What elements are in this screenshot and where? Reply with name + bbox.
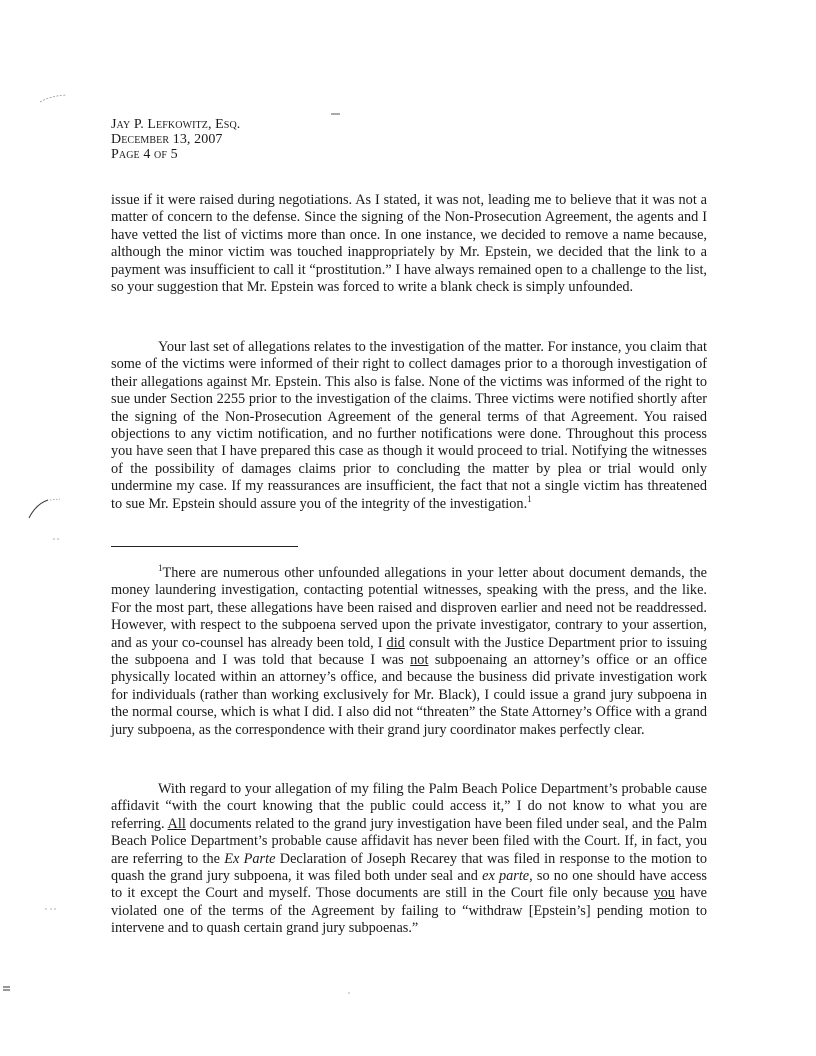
scan-mark-top-left (38, 92, 68, 104)
italic-ex-parte-2: ex parte (482, 868, 530, 885)
scan-dots-left (52, 536, 62, 542)
footnote-text-3: subpoenaing an attorney’s office or an office physically located within an attorney’s office, and because the business did private investigation work for individuals (rather than working exclusively for Mr. Black), I could issue a grand jury subpoena in the normal course, which is what I did. I also did not “threaten” the State Attorney’s Office with a grand jury subpoena, as the correspondence with their grand jury coordinator makes perfectly clear. (111, 652, 707, 738)
underlined-you: you (653, 885, 675, 902)
footnote-marker: 1 (158, 563, 163, 574)
underlined-all: All (167, 815, 186, 832)
footnote-text-1: There are numerous other unfounded allegations in your letter about document demands, the money laundering investigation, contacting potential witnesses, speaking with the press, and the like. For the most part, these allegations have been raised and disproven earlier and need not be readdressed. However, with respect to the subpoena served upon the private investigator, contrary to your assertion, and as your co-counsel has already been told, I (111, 565, 707, 651)
scan-mark-left-margin (26, 496, 66, 520)
scan-mark-bottom-left (2, 984, 12, 992)
paragraph-3-text-1: With regard to your allegation of my filing the Palm Beach Police Department’s probable cause affidavit “with the court knowing that the public could access it,” I do not know to what you are referring. (111, 781, 707, 832)
footnote-text-2: consult with the Justice Department prior to issuing the subpoena and I was told that because I was (111, 634, 707, 669)
letter-header (111, 117, 240, 162)
paragraph-2 (111, 339, 707, 513)
page-number-line: Page 4 of 5 (111, 147, 178, 162)
scan-dots-lower-left (44, 906, 58, 912)
footnote-1 (111, 565, 707, 739)
paragraph-3-text-2: documents related to the grand jury investigation have been filed under seal, and the Palm Beach Police Department’s probable cause affidavit has never been filed with the Court. If, in fact, you are referring to the (111, 815, 707, 867)
date-line: December 13, 2007 (111, 132, 223, 147)
italic-ex-parte-1: Ex Parte (224, 850, 276, 867)
scan-dots-bottom (346, 990, 356, 996)
paragraph-3 (111, 781, 707, 938)
paragraph-1: issue if it were raised during negotiations. As I stated, it was not, leading me to believe that it was not a matter of concern to the defense. Since the signing of the Non-Prosecution Agreement, the agents and I have vetted the list of victims more than once. In one instance, we decided to remove a name because, although the minor victim was touched inappropriately by Mr. Epstein, we decided that the link to a payment was insufficient to call it “prostitution.” I have always remained open to a challenge to the list, so your suggestion that Mr. Epstein was forced to write a blank check is simply unfounded. (111, 192, 707, 296)
paragraph-3-text-5: have violated one of the terms of the Agreement by failing to “withdraw [Epstein’s] pending motion to intervene and to quash certain grand jury subpoenas.” (111, 885, 708, 937)
paragraph-3-text-3: Declaration of Joseph Recarey that was filed in response to the motion to quash the grand jury subpoena, it was filed both under seal and (111, 850, 707, 885)
footnote-reference: 1 (527, 493, 532, 504)
paragraph-2-text: Your last set of allegations relates to the investigation of the matter. For instance, you claim that some of the victims were informed of their right to collect damages prior to a thorough investigation of their allegations against Mr. Epstein. This also is false. None of the victims was informed of the right to sue under Section 2255 prior to the investigation of the claims. Three victims were notified shortly after the signing of the Non-Prosecution Agreement of the general terms of that Agreement. You raised objections to any victim notification, and no further notifications were done. Throughout this process you have seen that I have prepared this case as though it would proceed to trial. Notifying the witnesses of the possibility of damages claims prior to concluding the matter by plea or trial would only undermine my case. If my reassurances are insufficient, the fact that not a single victim has threatened to sue Mr. Epstein should assure you of the integrity of the investigation. (111, 339, 707, 512)
footnote-separator (111, 546, 298, 547)
scan-mark-top-center (330, 112, 342, 116)
recipient-line: Jay P. Lefkowitz, Esq. (111, 117, 241, 132)
paragraph-3-text-4: , so no one should have access to it except the Court and myself. Those documents are still in the Court file only because (111, 868, 707, 902)
underlined-not: not (410, 652, 429, 669)
underlined-did: did (386, 634, 405, 651)
